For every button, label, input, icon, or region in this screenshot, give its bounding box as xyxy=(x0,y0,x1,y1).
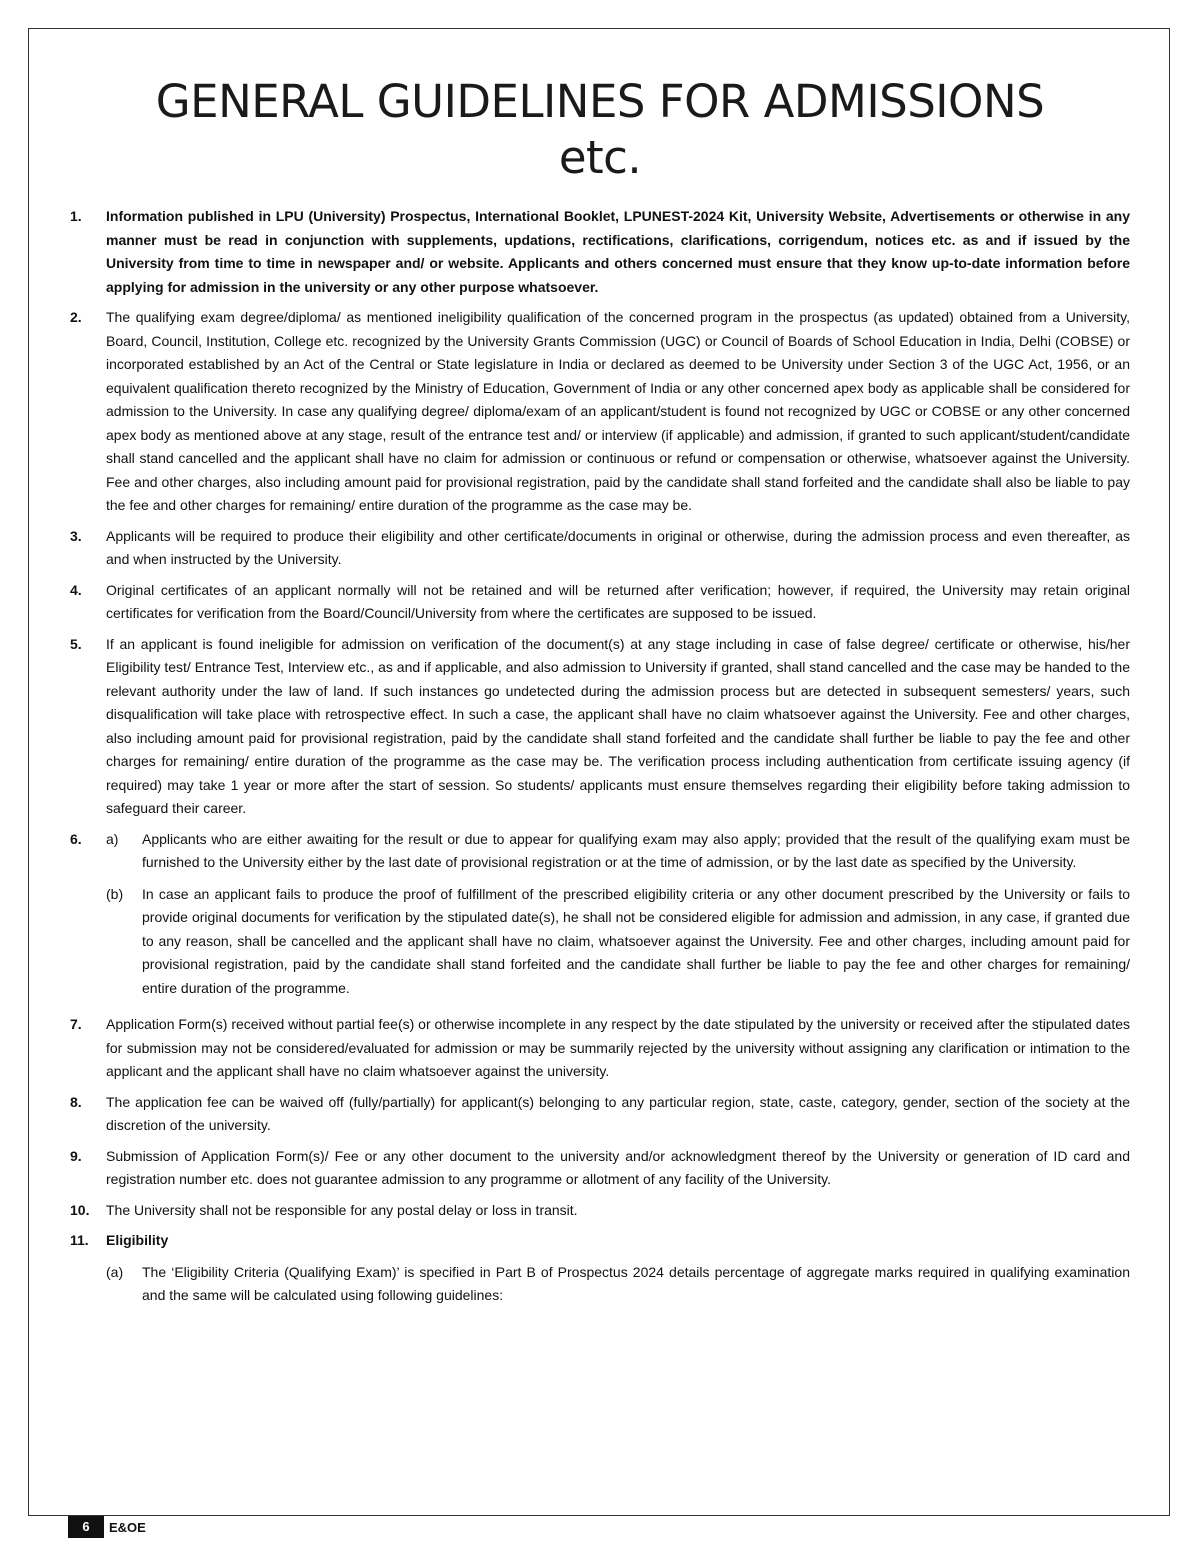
item-number: 1. xyxy=(70,208,82,224)
list-item xyxy=(70,633,1130,821)
list-item xyxy=(70,205,1130,299)
item-number: 8. xyxy=(70,1093,82,1110)
sub-item-text: In case an applicant fails to produce the proof of fulfillment of the prescribed eligibility criteria or any other document prescribed by the University or fails to provide original documents for verification by the stipulated date(s), he shall not be considered eligible for admission and admission, in any case, if granted due to any reason, shall be cancelled and the applicant shall have no claim, whatsoever against the University. Fee and other charges, including amount paid for provisional registration, paid by the candidate shall stand forfeited and the candidate shall further be liable to pay the fee and other charges for remaining/ entire duration of the programme. xyxy=(142,885,1130,996)
footer-label: E&OE xyxy=(109,1519,146,1535)
item-number: 3. xyxy=(70,527,82,544)
item-text: The qualifying exam degree/diploma/ as mentioned ineligibility qualification of the concerned program in the prospectus (as updated) obtained from a University, Board, Council, Institution, College etc. recognized by the University Grants Commission (UGC) or Council of Boards of School Education in India, Delhi (COBSE) or incorporated established by an Act of the Central or State legislature in India or declared as deemed to be University under Section 3 of the UGC Act, 1956, or an equivalent qualification thereto recognized by the Ministry of Education, Government of India or any other concerned apex body as applicable shall be considered for admission to the University. In case any qualifying degree/ diploma/exam of an applicant/student is found not recognized by UGC or COBSE or any other concerned apex body as mentioned above at any stage, result of the entrance test and/ or interview (if applicable) and admission, if granted to such applicant/student/candidate shall stand cancelled and the applicant shall have no claim for admission or continuous or refund or compensation or otherwise, whatsoever against the University. Fee and other charges, also including amount paid for provisional registration, paid by the candidate shall stand forfeited and the candidate shall also be liable to pay the fee and other charges for remaining/ entire duration of the programme as the case may be. xyxy=(106,309,1130,513)
item-number: 2. xyxy=(70,309,82,325)
item-text: Application Form(s) received without partial fee(s) or otherwise incomplete in any respect by the date stipulated by the university or received after the stipulated dates for submission may not be considered/evaluated for admission or may be summarily rejected by the university without assigning any clarification or intimation to the applicant and the applicant shall have no claim whatsoever against the university. xyxy=(106,1016,1130,1079)
list-item xyxy=(70,525,1130,572)
item-text: If an applicant is found ineligible for admission on verification of the document(s) at any stage including in case of false degree/ certificate or otherwise, his/her Eligibility test/ Entrance Test, Interview etc., as and if applicable, and also admission to University if granted, shall stand cancelled and the case may be handed to the relevant authority under the law of land. If such instances go undetected during the admission process but are detected in subsequent semesters/ years, such disqualification will take place with retrospective effect. In such a case, the applicant shall have no claim whatsoever against the University. Fee and other charges, also including amount paid for provisional registration, paid by the candidate shall stand forfeited and the candidate shall further be liable to pay the fee and other charges for remaining/ entire duration of the programme as the case may be. The verification process including authentication from certificate issuing agency (if required) may take 1 year or more after the start of session. So students/ applicants must ensure themselves regarding their eligibility before taking admission to safeguard their career. xyxy=(106,635,1130,816)
list-item xyxy=(70,1013,1130,1084)
item-number: 5. xyxy=(70,635,82,652)
item-text: Information published in LPU (University) Prospectus, International Booklet, LPUNEST-2024 Kit, University Website, Advertisements or otherwise in any manner must be read in conjunction with supplements, updations, rectifications, clarifications, corrigendum, notices etc. as and if issued by the University from time to time in newspaper and/ or website. Applicants and others concerned must ensure that they know up-to-date information before applying for admission in the university or any other purpose whatsoever. xyxy=(106,208,1130,295)
sub-item-text: Applicants who are either awaiting for the result or due to appear for qualifying exam may also apply; provided that the result of the qualifying exam must be furnished to the University either by the last date of provisional registration or at the time of admission, or by the last date as specified by the University. xyxy=(142,830,1130,870)
item-number: 4. xyxy=(70,581,82,598)
list-item xyxy=(70,1145,1130,1192)
item-number: 11. xyxy=(70,1232,89,1248)
sub-item-text: The ‘Eligibility Criteria (Qualifying Exam)’ is specified in Part B of Prospectus 2024 details percentage of aggregate marks required in qualifying examination and the same will be calculated using following guidelines: xyxy=(142,1263,1130,1303)
list-item xyxy=(70,1091,1130,1138)
title-line-2: etc. xyxy=(558,131,642,184)
sub-item xyxy=(106,883,1130,1001)
page-number: 6 xyxy=(68,1516,104,1538)
list-item xyxy=(70,1199,1130,1223)
list-item xyxy=(70,828,1130,1007)
item-text: The application fee can be waived off (fully/partially) for applicant(s) belonging to any particular region, state, caste, category, gender, section of the society at the discretion of the university. xyxy=(106,1093,1130,1133)
sub-item-label: a) xyxy=(106,830,119,847)
item-text: Submission of Application Form(s)/ Fee or any other document to the university and/or acknowledgment thereof by the University or generation of ID card and registration number etc. does not guarantee admission to any programme or allotment of any facility of the University. xyxy=(106,1147,1130,1187)
title-line-1: GENERAL GUIDELINES FOR ADMISSIONS xyxy=(155,75,1045,128)
sub-item-label: (a) xyxy=(106,1263,124,1280)
guidelines-list xyxy=(70,205,1130,1321)
item-text: Applicants will be required to produce their eligibility and other certificate/documents in original or otherwise, during the admission process and even thereafter, as and when instructed by the University. xyxy=(106,527,1130,567)
item-subitems xyxy=(106,1229,1130,1314)
list-item xyxy=(70,1229,1130,1314)
item-number: 9. xyxy=(70,1147,82,1164)
page-footer xyxy=(68,1516,146,1538)
sub-item-label: (b) xyxy=(106,885,124,902)
list-item xyxy=(70,306,1130,518)
list-item xyxy=(70,579,1130,626)
page-title xyxy=(0,74,1200,186)
item-number: 6. xyxy=(70,830,82,847)
section-heading: Eligibility xyxy=(106,1232,169,1248)
item-text: Original certificates of an applicant normally will not be retained and will be returned after verification; however, if required, the University may retain original certificates for verification from the Board/Council/University from where the certificates are supposed to be issued. xyxy=(106,581,1130,621)
item-number: 7. xyxy=(70,1016,82,1032)
item-subitems xyxy=(106,828,1130,1007)
item-number: 10. xyxy=(70,1201,90,1218)
sub-item xyxy=(106,828,1130,875)
sub-item xyxy=(106,1261,1130,1308)
item-text: The University shall not be responsible for any postal delay or loss in transit. xyxy=(106,1201,578,1218)
